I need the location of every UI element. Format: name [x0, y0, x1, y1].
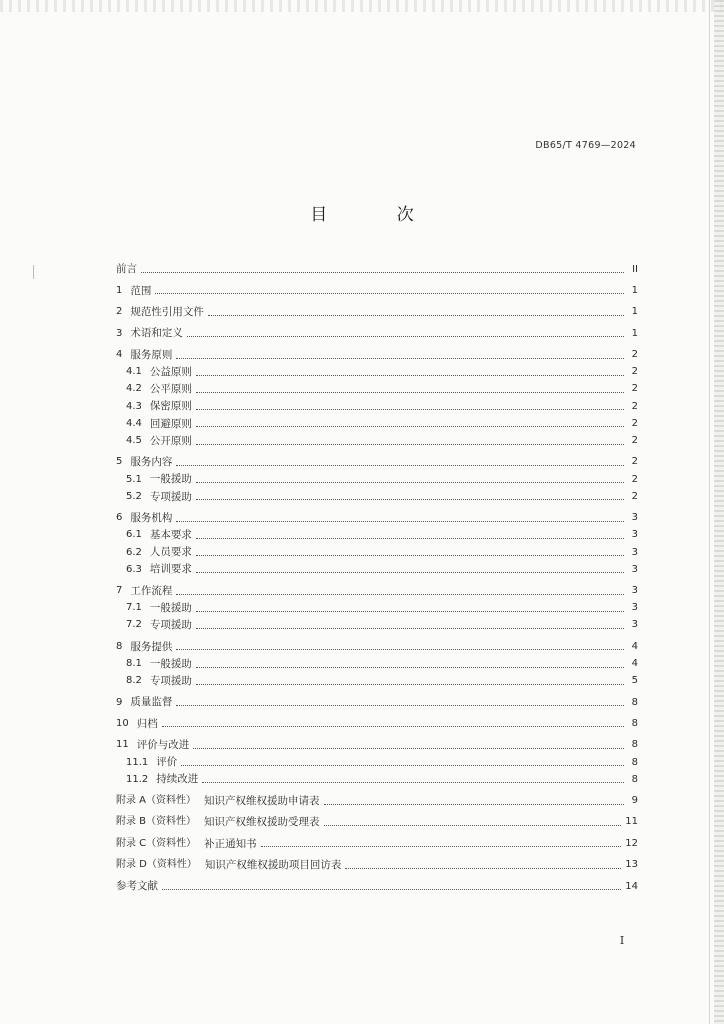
- toc-entry-page: 2: [631, 400, 638, 412]
- table-of-contents: [116, 261, 638, 895]
- toc-entry-label: 公平原则: [149, 383, 192, 396]
- toc-entry-number: 7: [116, 585, 123, 597]
- toc-entry-number: 3: [116, 327, 123, 339]
- toc-entry-number: 4.4: [126, 417, 142, 429]
- toc-entry-number: 8.1: [126, 658, 142, 670]
- toc-entry-number: 附录 C（资料性）: [116, 837, 197, 849]
- toc-entry-label: 专项援助: [149, 619, 192, 632]
- toc-entry[interactable]: [116, 793, 638, 810]
- toc-entry-label: 一般援助: [149, 602, 192, 615]
- toc-entry-number: 5: [116, 456, 123, 468]
- toc-entry-label: 工作流程: [130, 584, 173, 597]
- toc-entry[interactable]: [116, 304, 638, 321]
- page-number: I: [619, 934, 625, 947]
- toc-leader-dots: [196, 365, 624, 376]
- page-title: 目 次: [310, 205, 446, 225]
- toc-entry-label: 规范性引用文件: [130, 306, 204, 319]
- toc-entry-number: 9: [116, 696, 123, 708]
- toc-leader-dots: [196, 657, 624, 668]
- toc-leader-dots: [176, 511, 624, 522]
- toc-entry-label: 知识产权维权援助申请表: [204, 794, 320, 807]
- toc-entry-page: 3: [631, 585, 638, 597]
- toc-entry[interactable]: [116, 347, 638, 364]
- toc-leader-dots: [208, 305, 624, 316]
- toc-entry-page: 2: [631, 383, 638, 395]
- toc-entry-label: 基本要求: [149, 529, 192, 542]
- toc-leader-dots: [187, 326, 624, 337]
- toc-entry-page: 3: [631, 602, 638, 614]
- toc-leader-dots: [345, 858, 621, 869]
- toc-entry-page: 3: [631, 563, 638, 575]
- toc-entry-page: 8: [631, 717, 638, 729]
- toc-entry-page: 1: [631, 306, 638, 318]
- toc-leader-dots: [261, 836, 622, 847]
- toc-entry-page: 8: [631, 739, 638, 751]
- toc-entry-page: 5: [631, 675, 638, 687]
- toc-entry-label: 术语和定义: [130, 327, 183, 340]
- toc-leader-dots: [162, 716, 624, 727]
- toc-leader-dots: [176, 695, 624, 706]
- toc-entry[interactable]: [116, 561, 638, 578]
- toc-entry-label: 补正通知书: [204, 837, 257, 850]
- toc-entry-number: 11: [116, 739, 129, 751]
- toc-entry[interactable]: [116, 454, 638, 471]
- toc-entry[interactable]: [116, 544, 638, 561]
- toc-entry-page: 1: [631, 327, 638, 339]
- toc-entry[interactable]: [116, 638, 638, 655]
- toc-entry-page: 2: [631, 490, 638, 502]
- toc-entry-label: 评价与改进: [136, 739, 190, 752]
- toc-entry-label: 服务提供: [130, 640, 173, 653]
- scan-edge-right: [714, 0, 724, 1024]
- toc-entry-label: 人员要求: [149, 546, 192, 559]
- toc-entry[interactable]: [116, 488, 638, 505]
- toc-entry-number: 10: [116, 717, 129, 729]
- toc-entry-number: 8.2: [126, 675, 142, 687]
- toc-entry-number: 附录 B（资料性）: [116, 816, 197, 828]
- scan-edge-line: [709, 0, 710, 1024]
- toc-leader-dots: [141, 262, 624, 273]
- toc-entry-page: 1: [631, 284, 638, 296]
- toc-leader-dots: [196, 489, 624, 500]
- toc-entry-page: 2: [631, 349, 638, 361]
- toc-entry-label: 公益原则: [149, 366, 192, 379]
- toc-entry-page: 4: [631, 640, 638, 652]
- toc-entry[interactable]: [116, 364, 638, 381]
- toc-entry-number: 2: [116, 306, 123, 318]
- toc-entry-number: 11.2: [126, 773, 149, 785]
- toc-leader-dots: [162, 879, 621, 890]
- toc-entry-page: 3: [631, 512, 638, 524]
- toc-leader-dots: [196, 601, 624, 612]
- scan-mark: [33, 265, 38, 279]
- toc-entry-number: 11.1: [126, 756, 149, 768]
- toc-entry-number: 附录 A（资料性）: [116, 795, 197, 807]
- toc-leader-dots: [181, 755, 624, 766]
- toc-entry-label: 持续改进: [156, 773, 199, 786]
- toc-entry-number: 4.1: [126, 366, 142, 378]
- toc-entry-number: 6.1: [126, 529, 142, 541]
- toc-leader-dots: [155, 283, 624, 294]
- toc-entry-label: 培训要求: [149, 563, 192, 576]
- toc-leader-dots: [196, 528, 624, 539]
- toc-entry[interactable]: [116, 835, 638, 852]
- toc-entry-label: 一般援助: [149, 657, 192, 670]
- toc-entry[interactable]: [116, 715, 638, 732]
- toc-entry[interactable]: [116, 415, 638, 432]
- toc-entry-page: 2: [631, 473, 638, 485]
- toc-entry[interactable]: [116, 771, 638, 788]
- toc-leader-dots: [176, 584, 624, 595]
- toc-entry-label: 评价: [156, 756, 178, 769]
- toc-entry[interactable]: [116, 381, 638, 398]
- toc-entry[interactable]: [116, 510, 638, 527]
- toc-entry-number: 4.2: [126, 383, 142, 395]
- toc-entry-number: 8: [116, 640, 123, 652]
- toc-entry-page: 9: [631, 795, 638, 807]
- toc-entry-page: 3: [631, 529, 638, 541]
- toc-leader-dots: [324, 815, 622, 826]
- toc-entry-number: 6: [116, 512, 123, 524]
- toc-entry-page: 2: [631, 366, 638, 378]
- toc-leader-dots: [196, 416, 624, 427]
- toc-entry-label: 专项援助: [149, 490, 192, 503]
- toc-leader-dots: [324, 794, 624, 805]
- toc-leader-dots: [176, 455, 624, 466]
- toc-leader-dots: [176, 348, 624, 359]
- toc-entry-number: 6.3: [126, 563, 142, 575]
- toc-entry-label: 服务内容: [130, 456, 173, 469]
- toc-leader-dots: [196, 674, 624, 685]
- toc-leader-dots: [196, 618, 624, 629]
- toc-entry[interactable]: [116, 673, 638, 690]
- toc-entry[interactable]: [116, 583, 638, 600]
- toc-leader-dots: [196, 562, 624, 573]
- toc-entry-number: 4.5: [126, 435, 142, 447]
- toc-entry-number: 5.2: [126, 490, 142, 502]
- toc-entry-label: 知识产权维权援助受理表: [204, 816, 320, 829]
- toc-entry[interactable]: [116, 471, 638, 488]
- toc-entry-page: 12: [625, 837, 638, 849]
- toc-leader-dots: [196, 545, 624, 556]
- toc-entry-label: 回避原则: [149, 417, 192, 430]
- toc-entry[interactable]: [116, 655, 638, 672]
- toc-entry-page: II: [632, 263, 638, 275]
- toc-entry[interactable]: [116, 432, 638, 449]
- toc-entry[interactable]: [116, 878, 638, 895]
- toc-leader-dots: [202, 772, 624, 783]
- toc-entry[interactable]: [116, 398, 638, 415]
- toc-entry-label: 质量监督: [130, 696, 173, 709]
- toc-entry-number: 6.2: [126, 546, 142, 558]
- toc-entry-label: 范围: [130, 284, 152, 297]
- toc-entry-page: 8: [631, 773, 638, 785]
- toc-leader-dots: [196, 434, 624, 445]
- toc-leader-dots: [176, 639, 624, 650]
- document-code: DB65/T 4769—2024: [535, 140, 636, 151]
- toc-leader-dots: [193, 738, 624, 749]
- toc-entry[interactable]: [116, 527, 638, 544]
- toc-leader-dots: [196, 399, 624, 410]
- toc-entry-number: 4.3: [126, 400, 142, 412]
- toc-entry[interactable]: [116, 600, 638, 617]
- toc-entry-number: 7.2: [126, 619, 142, 631]
- toc-entry-label: 前言: [116, 263, 137, 276]
- toc-entry[interactable]: [116, 814, 638, 831]
- toc-entry-label: 参考文献: [116, 880, 158, 893]
- toc-entry-page: 11: [625, 816, 638, 828]
- toc-entry-label: 归档: [136, 717, 158, 730]
- toc-entry[interactable]: [116, 857, 638, 874]
- toc-entry-page: 2: [631, 417, 638, 429]
- toc-entry-number: 附录 D（资料性）: [116, 859, 197, 871]
- toc-leader-dots: [196, 472, 624, 483]
- toc-entry-page: 4: [631, 658, 638, 670]
- toc-entry-number: 5.1: [126, 473, 142, 485]
- toc-entry-page: 2: [631, 435, 638, 447]
- toc-entry[interactable]: [116, 694, 638, 711]
- toc-entry-label: 服务机构: [130, 511, 173, 524]
- toc-entry-label: 知识产权维权援助项目回访表: [204, 858, 342, 871]
- toc-leader-dots: [196, 382, 624, 393]
- toc-entry-page: 3: [631, 619, 638, 631]
- toc-entry[interactable]: [116, 282, 638, 299]
- toc-entry[interactable]: [116, 617, 638, 634]
- toc-entry-number: 1: [116, 284, 123, 296]
- toc-entry-label: 专项援助: [149, 674, 192, 687]
- toc-entry-page: 2: [631, 456, 638, 468]
- toc-entry-page: 8: [631, 756, 638, 768]
- toc-entry-page: 13: [625, 859, 638, 871]
- scan-edge-top: [0, 0, 724, 12]
- toc-entry[interactable]: [116, 261, 638, 278]
- toc-entry-page: 3: [631, 546, 638, 558]
- toc-entry-page: 14: [625, 880, 638, 892]
- toc-entry-page: 8: [631, 696, 638, 708]
- toc-entry-label: 一般援助: [149, 473, 192, 486]
- toc-entry-number: 7.1: [126, 602, 142, 614]
- toc-entry-label: 服务原则: [130, 348, 173, 361]
- toc-entry[interactable]: [116, 325, 638, 342]
- toc-entry-label: 公开原则: [149, 434, 192, 447]
- toc-entry[interactable]: [116, 754, 638, 771]
- toc-entry-number: 4: [116, 349, 123, 361]
- toc-entry-label: 保密原则: [149, 400, 192, 413]
- toc-entry[interactable]: [116, 737, 638, 754]
